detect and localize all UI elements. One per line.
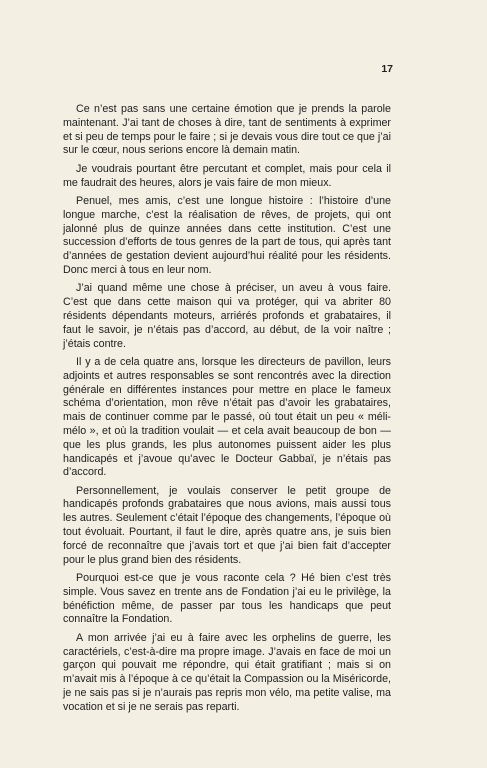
body-text xyxy=(63,103,391,719)
paragraph-6: Personnellement, je voulais conserver le petit groupe de handicapés profonds grabataires que nous avions, mais aussi tous les autres. Seulement c’était l’époque des changements, l’époque où tout évoluait. Pourtant, il faut le dire, après quatre ans, je suis bien forcé de reconnaître que j’avais tort et que j’ai bien fait d’accepter pour le plus grand bien des résidents. xyxy=(63,484,391,566)
paragraph-2: Je voudrais pourtant être percutant et complet, mais pour cela il me faudrait des heures, alors je vais faire de mon mieux. xyxy=(63,162,391,189)
paragraph-5: Il y a de cela quatre ans, lorsque les directeurs de pavillon, leurs adjoints et autres responsables se sont rencontrés avec la direction générale en différentes instances pour mettre en place le fameux schéma d’orientation, mon rêve n’était pas d’avoir les grabataires, mais de continuer comme par le passé, où tout était un peu « méli-mélo », et où la tradition voulait — et cela avait beaucoup de bon — que les plus grands, les plus autonomes puissent aider les plus handicapés et j’avoue qu’avec le Docteur Gabbaï, je n’étais pas d’accord. xyxy=(63,355,391,479)
paragraph-4: J’ai quand même une chose à préciser, un aveu à vous faire. C’est que dans cette maison qui va protéger, qui va abriter 80 résidents dépendants moteurs, arriérés profonds et grabataires, il faut le savoir, je n’étais pas d’accord, au début, de la voir naître ; j’étais contre. xyxy=(63,282,391,350)
paragraph-1: Ce n’est pas sans une certaine émotion que je prends la parole maintenant. J’ai tant de choses à dire, tant de sentiments à exprimer et si peu de temps pour le faire ; si je devais vous dire tout ce que j’ai sur le cœur, nous serions encore là demain matin. xyxy=(63,103,391,157)
page-number: 17 xyxy=(381,63,393,75)
paragraph-8: A mon arrivée j’ai eu à faire avec les orphelins de guerre, les caractériels, c’est-à-dire ma propre image. J’avais en face de moi un garçon qui pouvait me répondre, qui était gratifiant ; mais si on m’avait mis à l’époque à ce qu’était la Compassion ou la Miséricorde, je ne sais pas si je n’aurais pas repris mon vélo, ma petite valise, ma vocation et si je ne serais pas reparti. xyxy=(63,631,391,713)
paragraph-7: Pourquoi est-ce que je vous raconte cela ? Hé bien c’est très simple. Vous savez en trente ans de Fondation j’ai eu le privilège, la bénéfiction même, de passer par tous les handicaps que peut connaître la Fondation. xyxy=(63,572,391,626)
paragraph-3: Penuel, mes amis, c’est une longue histoire : l’histoire d’une longue marche, c’est la réalisation de rêves, de projets, qui ont jalonné plus de quinze années dans cette institution. C’est une succession d’efforts de tous genres de la part de tous, qui après tant d’années de gestation devient aujourd’hui réalité pour les résidents. Donc merci à tous en leur nom. xyxy=(63,194,391,276)
